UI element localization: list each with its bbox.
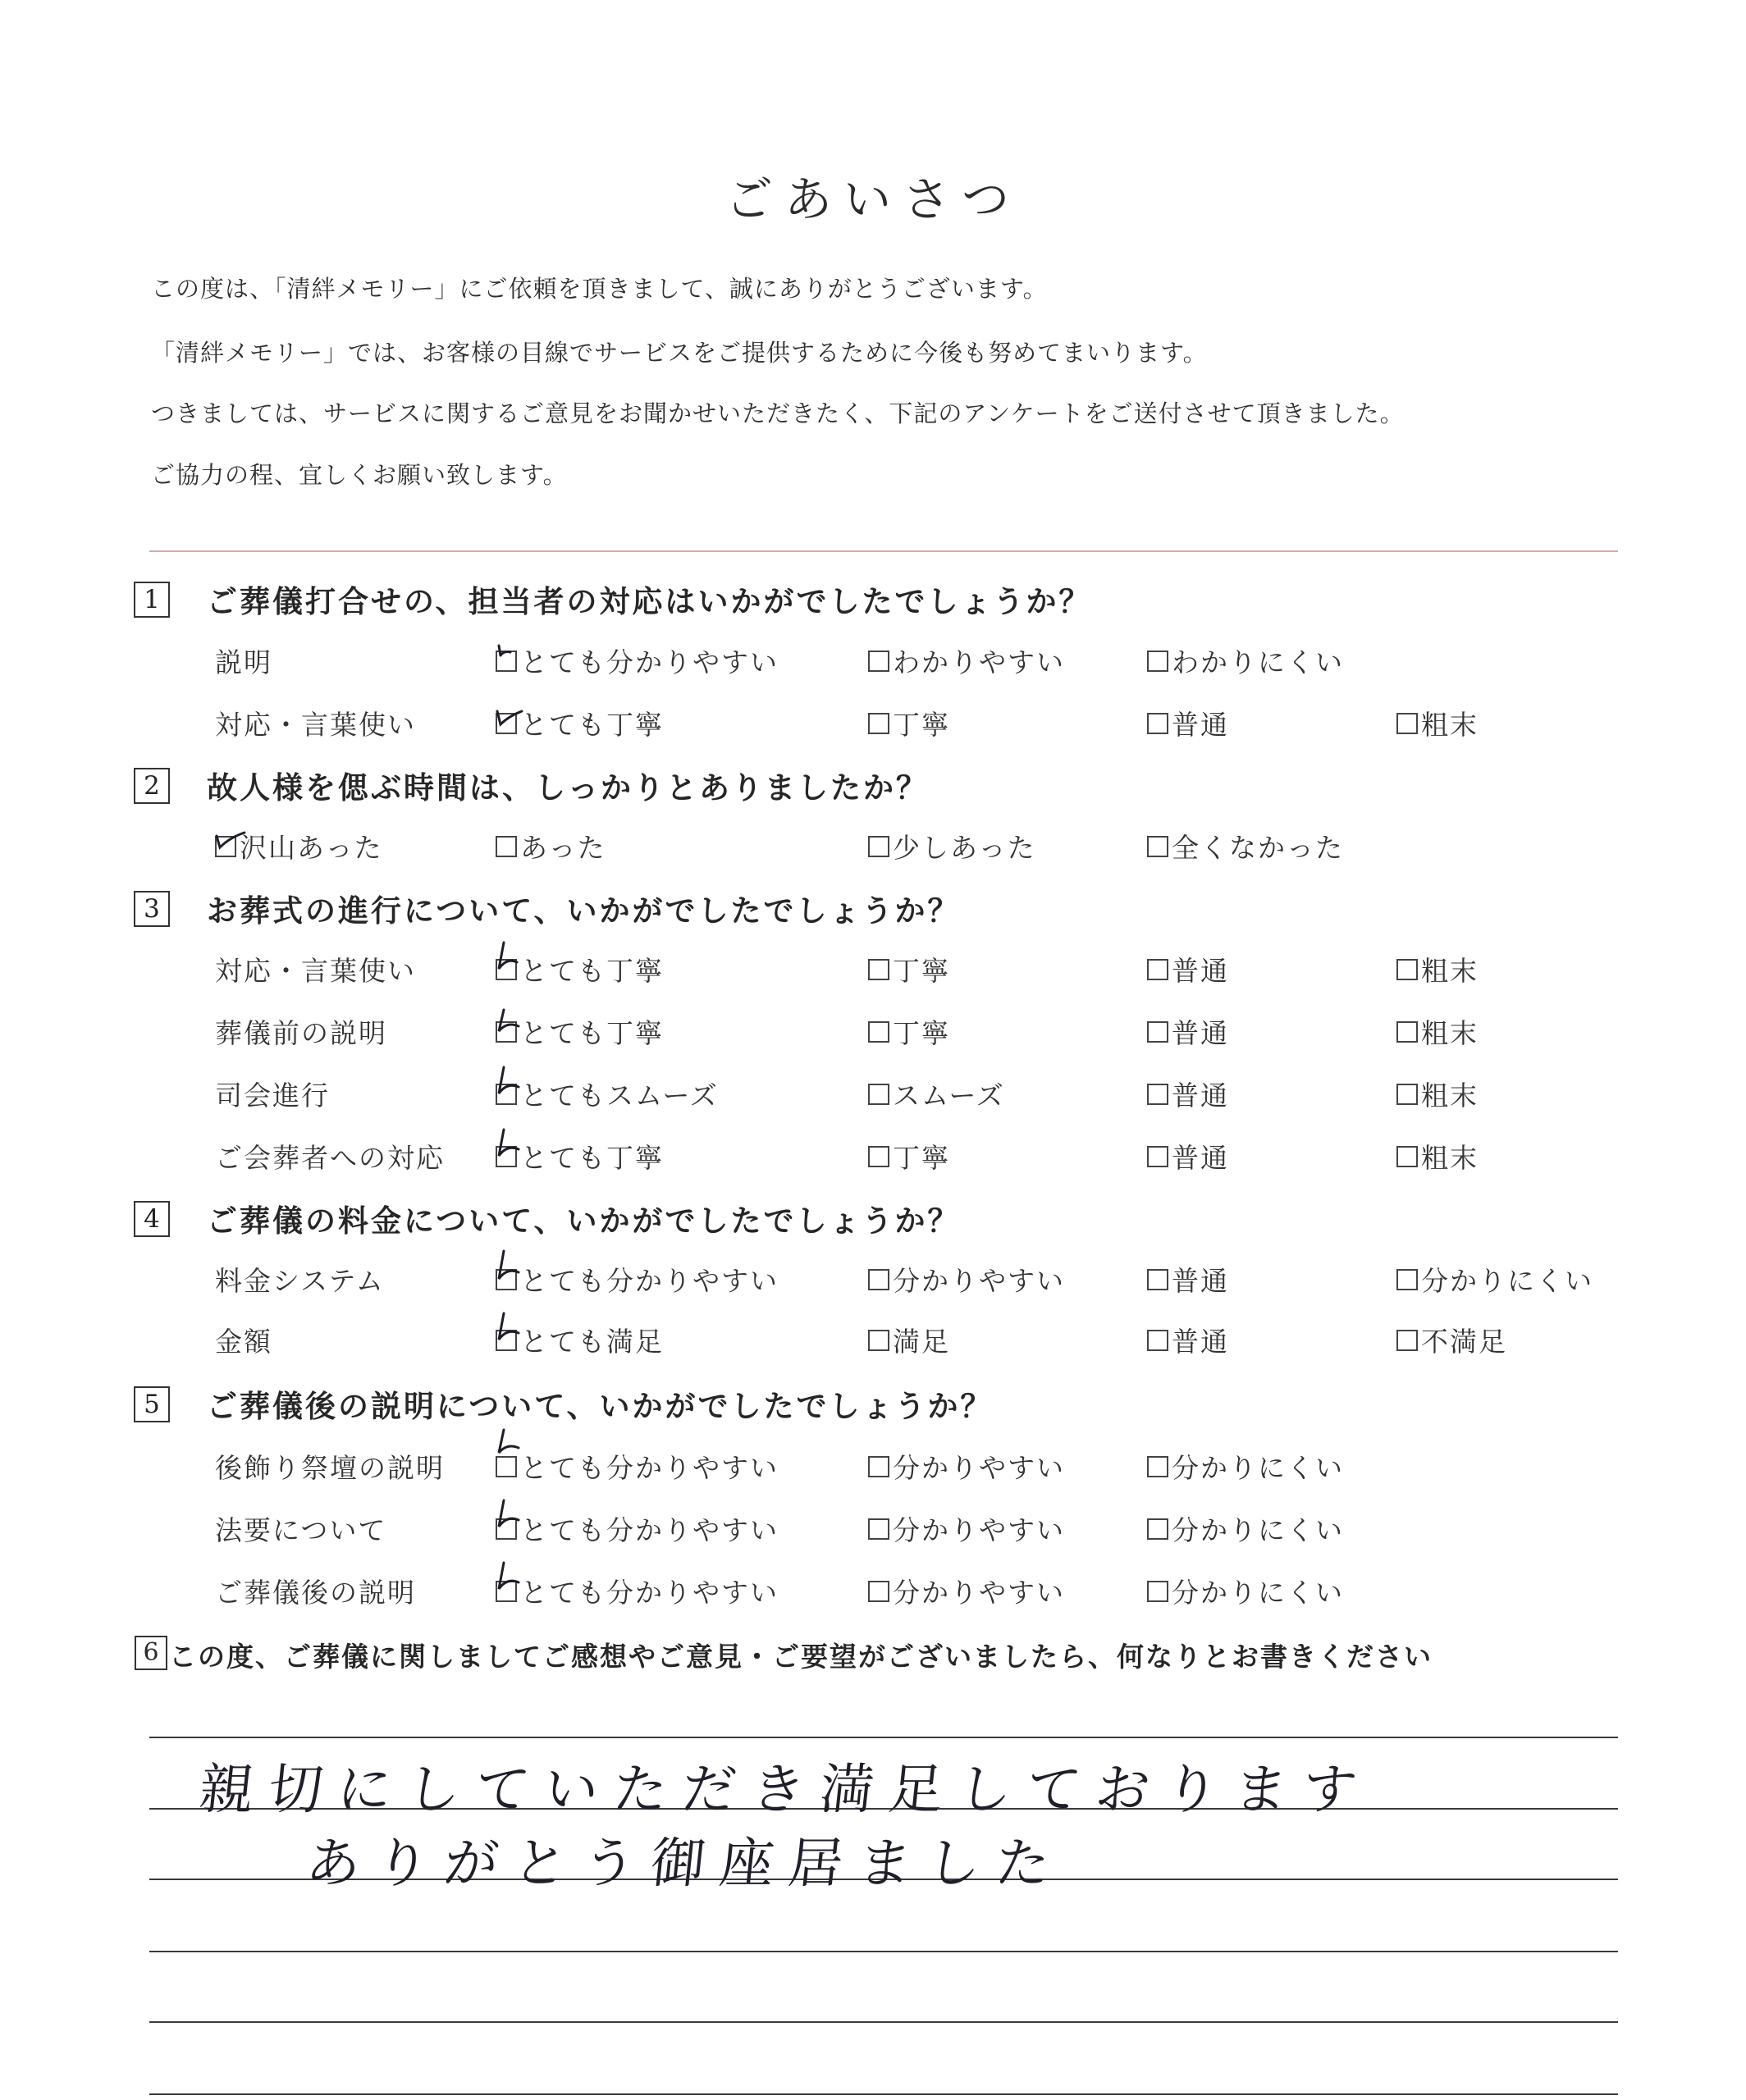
checkbox[interactable] (868, 1021, 889, 1043)
option-label: とても満足 (520, 1326, 664, 1358)
option[interactable] (496, 1260, 779, 1299)
checkbox[interactable] (868, 1330, 889, 1351)
option-label: 普通 (1172, 1142, 1229, 1174)
option[interactable] (1147, 950, 1229, 988)
option-label: 普通 (1172, 1080, 1229, 1112)
option[interactable] (868, 1075, 1005, 1113)
question-text: お葬式の進行について、いかがでしたでしょうか？ (207, 893, 961, 929)
checkbox[interactable] (1147, 1581, 1168, 1602)
option[interactable] (868, 1509, 1065, 1548)
checkbox[interactable] (1147, 1021, 1168, 1043)
checkbox[interactable] (1396, 713, 1418, 734)
divider (149, 550, 1618, 552)
greeting-line-3: つきましては、サービスに関するご意見をお聞かせいただきたく、下記のアンケートをご送付させて頂きました。 (151, 399, 1405, 427)
option-label: とても分かりやすい (520, 1265, 779, 1297)
option-label: 普通 (1172, 1265, 1229, 1297)
question-number: 1 (134, 582, 170, 618)
writing-line (149, 1737, 1618, 1738)
row-label: 金額 (215, 1326, 272, 1358)
option[interactable] (496, 1572, 779, 1610)
option[interactable] (496, 827, 606, 865)
option-label: 粗末 (1421, 1142, 1479, 1174)
checkbox[interactable] (1147, 1456, 1168, 1477)
writing-line (149, 1951, 1618, 1952)
row-label: 対応・言葉使い (215, 709, 416, 741)
checkbox[interactable] (496, 1146, 517, 1167)
question-text: この度、ご葬儀に関しましてご感想やご意見・ご要望がございましたら、何なりとお書きください (169, 1641, 1433, 1673)
option[interactable] (1147, 1509, 1344, 1548)
check-mark-icon (492, 939, 528, 982)
checkbox[interactable] (1147, 1146, 1168, 1167)
checkbox[interactable] (496, 713, 517, 734)
option-label: 分かりにくい (1172, 1514, 1344, 1546)
checkbox[interactable] (496, 1518, 517, 1540)
option-label: 普通 (1172, 1326, 1229, 1358)
row-label: 司会進行 (215, 1080, 330, 1112)
option[interactable] (868, 641, 1065, 680)
checkbox[interactable] (1147, 713, 1168, 734)
option-label: 普通 (1172, 955, 1229, 987)
option-label: とても分かりやすい (520, 1577, 779, 1609)
option[interactable] (1396, 950, 1479, 988)
option[interactable] (1396, 1260, 1593, 1299)
checkbox[interactable] (496, 1581, 517, 1602)
check-mark-icon (492, 1249, 528, 1292)
writing-line (149, 2021, 1618, 2023)
option-label: 分かりやすい (893, 1265, 1065, 1297)
checkbox[interactable] (496, 1330, 517, 1351)
option[interactable] (1396, 704, 1479, 742)
checkbox[interactable] (1396, 1146, 1418, 1167)
option-label: 分かりやすい (893, 1452, 1065, 1484)
option-label: 丁寧 (893, 1017, 950, 1049)
option[interactable] (496, 1137, 664, 1176)
question-text: ご葬儀打合せの、担当者の対応はいかがでしたでしょうか？ (207, 584, 1092, 619)
row-label: ご会葬者への対応 (215, 1142, 445, 1174)
option[interactable] (496, 950, 664, 988)
option[interactable] (1147, 1572, 1344, 1610)
question-number: 2 (134, 768, 170, 804)
option-label: とても丁寧 (520, 1142, 664, 1174)
option-label: 丁寧 (893, 1142, 950, 1174)
option-label: とても分かりやすい (520, 646, 779, 678)
page-title: ごあいさつ (724, 171, 1021, 227)
option[interactable] (496, 1509, 779, 1548)
checkbox[interactable] (1147, 1269, 1168, 1290)
option[interactable] (1147, 1075, 1229, 1113)
option[interactable] (868, 1321, 950, 1359)
checkbox[interactable] (1147, 959, 1168, 980)
check-mark-icon (492, 1002, 528, 1044)
check-mark-icon (212, 816, 248, 859)
checkbox[interactable] (868, 836, 889, 857)
option-label: とてもスムーズ (520, 1080, 719, 1112)
option-label: 不満足 (1421, 1326, 1507, 1358)
checkbox[interactable] (868, 713, 889, 734)
row-label: 説明 (215, 646, 272, 678)
option[interactable] (868, 1012, 950, 1051)
question-text: ご葬儀の料金について、いかがでしたでしょうか？ (207, 1203, 961, 1239)
question-number: 6 (135, 1636, 167, 1670)
check-mark-icon (492, 693, 528, 736)
greeting-line-1: この度は、「清絆メモリー」にご依頼を頂きまして、誠にありがとうございます。 (151, 275, 1048, 303)
checkbox[interactable] (496, 1456, 517, 1477)
option-label: 分かりにくい (1172, 1452, 1344, 1484)
option[interactable] (496, 1321, 664, 1359)
option-label: とても分かりやすい (520, 1514, 779, 1546)
checkbox[interactable] (1396, 1330, 1418, 1351)
option-label: 丁寧 (893, 709, 950, 741)
option[interactable] (496, 641, 779, 680)
checkbox[interactable] (868, 1581, 889, 1602)
checkbox[interactable] (215, 836, 236, 857)
checkbox[interactable] (1396, 1269, 1418, 1290)
checkbox[interactable] (1147, 836, 1168, 857)
option-label: 普通 (1172, 1017, 1229, 1049)
option-label: とても丁寧 (520, 955, 664, 987)
option-label: 分かりにくい (1172, 1577, 1344, 1609)
checkbox[interactable] (496, 651, 517, 672)
option[interactable] (1396, 1321, 1507, 1359)
option[interactable] (868, 704, 950, 742)
question-text: ご葬儀後の説明について、いかがでしたでしょうか？ (207, 1389, 994, 1424)
option[interactable] (496, 1447, 779, 1486)
option[interactable] (868, 827, 1036, 865)
checkbox[interactable] (1396, 1084, 1418, 1105)
row-label: 葬儀前の説明 (215, 1017, 387, 1049)
row-label: 後飾り祭壇の説明 (215, 1452, 445, 1484)
option-label: 少しあった (893, 832, 1036, 864)
option[interactable] (1396, 1137, 1479, 1176)
check-mark-icon (492, 631, 528, 673)
check-mark-icon (492, 1310, 528, 1353)
option-label: とても分かりやすい (520, 1452, 779, 1484)
handwritten-comment-line-2: ありがとう御座居ました (303, 1832, 1068, 1895)
question-text: 故人様を偲ぶ時間は、しっかりとありましたか？ (207, 770, 929, 806)
option-label: 粗末 (1421, 1080, 1479, 1112)
question-number: 5 (134, 1386, 170, 1422)
writing-line (149, 2093, 1618, 2095)
checkbox[interactable] (496, 1021, 517, 1043)
checkbox[interactable] (868, 1146, 889, 1167)
checkbox[interactable] (1396, 959, 1418, 980)
row-label: 料金システム (215, 1265, 385, 1297)
option[interactable] (496, 1012, 664, 1051)
checkbox[interactable] (868, 1269, 889, 1290)
option[interactable] (1147, 1447, 1344, 1486)
option[interactable] (1147, 827, 1344, 865)
row-label: ご葬儀後の説明 (215, 1577, 416, 1609)
option[interactable] (1147, 1012, 1229, 1051)
option-label: あった (520, 832, 606, 864)
check-mark-icon (492, 1499, 528, 1541)
checkbox[interactable] (1147, 1518, 1168, 1540)
checkbox[interactable] (1147, 651, 1168, 672)
checkbox[interactable] (868, 959, 889, 980)
option[interactable] (496, 704, 664, 742)
option-label: 満足 (893, 1326, 950, 1358)
option-label: スムーズ (893, 1080, 1005, 1112)
checkbox[interactable] (496, 1084, 517, 1105)
option-label: 沢山あった (240, 832, 383, 864)
checkbox[interactable] (868, 1518, 889, 1540)
check-mark-icon (492, 1436, 528, 1479)
checkbox[interactable] (496, 959, 517, 980)
option[interactable] (1147, 704, 1229, 742)
option[interactable] (868, 950, 950, 988)
option[interactable] (1147, 1321, 1229, 1359)
question-number: 3 (134, 891, 170, 927)
option[interactable] (215, 827, 383, 865)
checkbox[interactable] (868, 651, 889, 672)
option-label: わかりにくい (1172, 646, 1344, 678)
option-label: 普通 (1172, 709, 1229, 741)
option[interactable] (1396, 1012, 1479, 1051)
option-label: 全くなかった (1172, 832, 1344, 864)
option-label: 分かりやすい (893, 1577, 1065, 1609)
checkbox[interactable] (496, 836, 517, 857)
option[interactable] (1396, 1075, 1479, 1113)
option-label: 丁寧 (893, 955, 950, 987)
checkbox[interactable] (868, 1084, 889, 1105)
option-label: 粗末 (1421, 1017, 1479, 1049)
checkbox[interactable] (1396, 1021, 1418, 1043)
option-label: 粗末 (1421, 955, 1479, 987)
option-label: 分かりにくい (1421, 1265, 1593, 1297)
checkbox[interactable] (496, 1269, 517, 1290)
question-number: 4 (134, 1201, 170, 1237)
row-label: 法要について (215, 1514, 387, 1546)
option-label: とても丁寧 (520, 709, 664, 741)
handwritten-comment-line-1: 親切にしていただき満足しております (196, 1758, 1375, 1821)
option[interactable] (496, 1075, 719, 1113)
checkbox[interactable] (868, 1456, 889, 1477)
check-mark-icon (492, 1064, 528, 1107)
option[interactable] (868, 1572, 1065, 1610)
option[interactable] (1147, 1137, 1229, 1176)
option[interactable] (868, 1260, 1065, 1299)
option[interactable] (1147, 1260, 1229, 1299)
option[interactable] (1147, 641, 1344, 680)
option-label: 分かりやすい (893, 1514, 1065, 1546)
option-label: とても丁寧 (520, 1017, 664, 1049)
checkbox[interactable] (1147, 1330, 1168, 1351)
check-mark-icon (492, 1561, 528, 1604)
check-mark-icon (492, 1126, 528, 1169)
option[interactable] (868, 1447, 1065, 1486)
option[interactable] (868, 1137, 950, 1176)
greeting-line-2: 「清絆メモリー」では、お客様の目線でサービスをご提供するために今後も努めてまいります。 (151, 339, 1208, 367)
greeting-line-4: ご協力の程、宜しくお願い致します。 (151, 461, 568, 489)
row-label: 対応・言葉使い (215, 955, 416, 987)
option-label: わかりやすい (893, 646, 1065, 678)
checkbox[interactable] (1147, 1084, 1168, 1105)
option-label: 粗末 (1421, 709, 1479, 741)
